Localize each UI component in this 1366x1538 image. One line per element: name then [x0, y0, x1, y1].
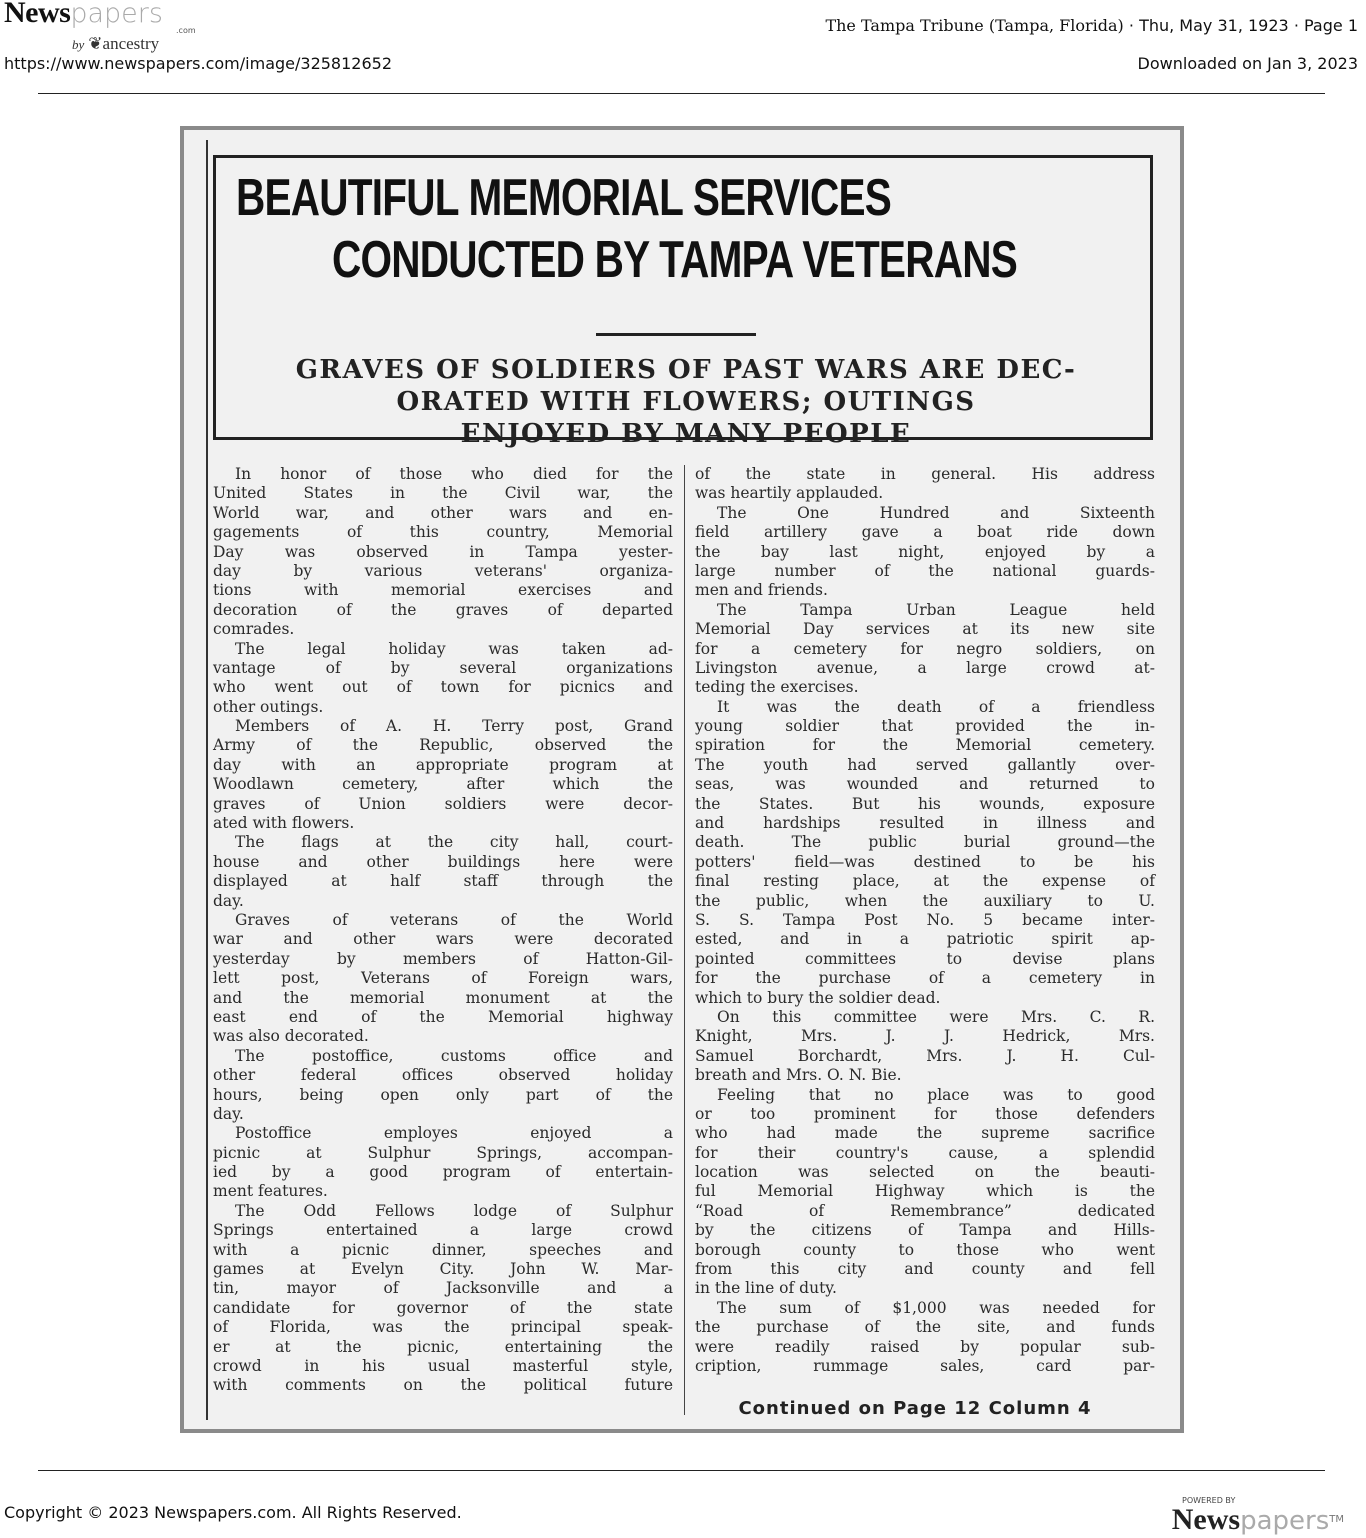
- article-text-line: vantage of by several organizations: [213, 658, 673, 677]
- column-divider: [684, 465, 685, 1415]
- article-text-line: The Odd Fellows lodge of Sulphur: [235, 1201, 673, 1220]
- article-text-line: ested, and in a patriotic spirit ap-: [695, 930, 1155, 949]
- copyright: Copyright © 2023 Newspapers.com. All Rights Reserved.: [4, 1503, 462, 1522]
- article-text-line: The legal holiday was taken ad-: [235, 639, 673, 658]
- article-text-line: Springs entertained a large crowd: [213, 1221, 673, 1240]
- article-text-line: men and friends.: [695, 581, 828, 600]
- article-text-line: east end of the Memorial highway: [213, 1007, 673, 1026]
- publication-meta: [825, 16, 1358, 35]
- article-text-line: and the memorial monument at the: [213, 988, 673, 1007]
- article-text-line: The youth had served gallantly over-: [695, 755, 1155, 774]
- article-text-line: gagements of this country, Memorial: [213, 523, 673, 542]
- article-text-line: location was selected on the beauti-: [695, 1163, 1155, 1182]
- headline-rule: [596, 333, 756, 336]
- article-text-line: was heartily applauded.: [695, 484, 884, 503]
- article-text-line: candidate for governor of the state: [213, 1298, 673, 1317]
- article-text-line: games at Evelyn City. John W. Mar-: [213, 1260, 673, 1279]
- article-text-line: teding the exercises.: [695, 678, 859, 697]
- article-text-line: for the purchase of a cemetery in: [695, 969, 1155, 988]
- page-number: Page 1: [1304, 16, 1358, 35]
- subheadline: [216, 354, 1156, 450]
- subheadline-line: GRAVES OF SOLDIERS OF PAST WARS ARE DEC-: [295, 355, 1077, 385]
- article-text-line: tions with memorial exercises and: [213, 581, 673, 600]
- article-text-line: pointed committees to devise plans: [695, 949, 1155, 968]
- article-text-line: were readily raised by popular sub-: [695, 1337, 1155, 1356]
- article-text-line: tin, mayor of Jacksonville and a: [213, 1279, 673, 1298]
- article-text-line: of Florida, was the principal speak-: [213, 1318, 673, 1337]
- article-text-line: the purchase of the site, and funds: [695, 1318, 1155, 1337]
- article-text-line: breath and Mrs. O. N. Bie.: [695, 1066, 902, 1085]
- article-text-line: who had made the supreme sacrifice: [695, 1124, 1155, 1143]
- article-text-line: World war, and other wars and en-: [213, 503, 673, 522]
- headline-line-2: CONDUCTED BY TAMPA VETERANS: [332, 231, 1018, 289]
- article-text-line: seas, was wounded and returned to: [695, 775, 1155, 794]
- article-text-line: day with an appropriate program at: [213, 755, 673, 774]
- article-text-line: young soldier that provided the in-: [695, 717, 1155, 736]
- article-text-line: day.: [213, 891, 244, 910]
- article-text-line: Graves of veterans of the World: [235, 910, 673, 929]
- article-text-line: In honor of those who died for the: [235, 465, 673, 483]
- article-text-line: field artillery gave a boat ride down: [695, 523, 1155, 542]
- article-text-line: borough county to those who went: [695, 1240, 1155, 1259]
- article-text-line: The sum of $1,000 was needed for: [717, 1298, 1155, 1317]
- article-text-line: The postoffice, customs office and: [235, 1046, 673, 1065]
- headline-box: [213, 155, 1153, 449]
- article-text-line: Army of the Republic, observed the: [213, 736, 673, 755]
- article-text-line: ied by a good program of entertain-: [213, 1163, 673, 1182]
- downloaded-date: Downloaded on Jan 3, 2023: [1137, 54, 1358, 73]
- footer-logo-wordmark: [1171, 1503, 1344, 1536]
- article-text-line: graves of Union soldiers were decor-: [213, 794, 673, 813]
- article-text-line: with comments on the political future: [213, 1376, 673, 1395]
- separator: ·: [1293, 16, 1299, 35]
- article-text-line: day by various veterans' organiza-: [213, 561, 673, 580]
- logo-papers: papers: [1240, 1506, 1330, 1536]
- article-text-line: The One Hundred and Sixteenth: [717, 503, 1155, 522]
- article-text-line: spiration for the Memorial cemetery.: [695, 736, 1155, 755]
- continued-notice: Continued on Page 12 Column 4: [738, 1398, 1092, 1419]
- article-text-line: was also decorated.: [213, 1027, 369, 1046]
- article-text-line: Feeling that no place was to good: [717, 1085, 1155, 1104]
- article-text-line: crowd in his usual masterful style,: [213, 1356, 673, 1375]
- article-text-line: other federal offices observed holiday: [213, 1066, 673, 1085]
- article-text-line: displayed at half staff through the: [213, 872, 673, 891]
- image-url[interactable]: https://www.newspapers.com/image/325812652: [4, 54, 392, 73]
- article-text-line: picnic at Sulphur Springs, accompan-: [213, 1143, 673, 1162]
- article-text-line: of the state in general. His address: [695, 465, 1155, 483]
- article-text-line: “Road of Remembrance” dedicated: [695, 1201, 1155, 1220]
- article-text-line: house and other buildings here were: [213, 852, 673, 871]
- article-text-line: Members of A. H. Terry post, Grand: [235, 717, 673, 736]
- article-text-line: death. The public burial ground—the: [695, 833, 1155, 852]
- logo-news: News: [1171, 1503, 1241, 1536]
- publication-source: The Tampa Tribune (Tampa, Florida): [825, 16, 1124, 35]
- article-text-line: cription, rummage sales, card par-: [695, 1356, 1155, 1375]
- article-text-line: war and other wars were decorated: [213, 930, 673, 949]
- by-text: by: [72, 37, 85, 52]
- ancestry-text: ancestry: [102, 34, 160, 53]
- article-text-line: Knight, Mrs. J. J. Hedrick, Mrs.: [695, 1027, 1155, 1046]
- article-text-line: the public, when the auxiliary to U.: [695, 891, 1155, 910]
- logo-papers: papers: [70, 0, 163, 29]
- article-text-line: in the line of duty.: [695, 1279, 837, 1298]
- article-text-line: from this city and county and fell: [695, 1260, 1155, 1279]
- header-divider: [38, 93, 1325, 94]
- article-text-line: potters' field—was destined to be his: [695, 852, 1155, 871]
- article-text-line: ment features.: [213, 1182, 328, 1201]
- article-text-line: The flags at the city hall, court-: [235, 833, 673, 852]
- article-text-line: Postoffice employes enjoyed a: [235, 1124, 673, 1143]
- article-text-line: Woodlawn cemetery, after which the: [213, 775, 673, 794]
- article-text-line: ful Memorial Highway which is the: [695, 1182, 1155, 1201]
- article-text-line: final resting place, at the expense of: [695, 872, 1155, 891]
- article-text-line: er at the picnic, entertaining the: [213, 1337, 673, 1356]
- article-text-line: United States in the Civil war, the: [213, 484, 673, 503]
- article-text-line: Day was observed in Tampa yester-: [213, 542, 673, 561]
- headline-line-1: BEAUTIFUL MEMORIAL SERVICES: [236, 169, 892, 227]
- article-text-line: the bay last night, enjoyed by a: [695, 542, 1155, 561]
- article-column-left: [213, 465, 673, 1396]
- logo-com: .com: [176, 26, 196, 35]
- clipping-frame-line: [206, 140, 208, 1420]
- article-text-line: comrades.: [213, 620, 295, 639]
- ancestry-leaf-icon: ❦: [88, 34, 103, 53]
- article-text-line: Livingston avenue, a large crowd at-: [695, 658, 1155, 677]
- powered-by-text: POWERED BY: [1182, 1496, 1236, 1505]
- article-text-line: The Tampa Urban League held: [717, 600, 1155, 619]
- article-text-line: S. S. Tampa Post No. 5 became inter-: [695, 910, 1155, 929]
- article-text-line: Samuel Borchardt, Mrs. J. H. Cul-: [695, 1046, 1155, 1065]
- article-text-line: day.: [213, 1104, 244, 1123]
- article-text-line: ated with flowers.: [213, 814, 355, 833]
- article-column-right: [695, 465, 1155, 1376]
- newspaper-clipping: [180, 126, 1184, 1433]
- article-text-line: large number of the national guards-: [695, 561, 1155, 580]
- article-text-line: hours, being open only part of the: [213, 1085, 673, 1104]
- article-text-line: other outings.: [213, 697, 324, 716]
- article-text-line: for a cemetery for negro soldiers, on: [695, 639, 1155, 658]
- publication-date: Thu, May 31, 1923: [1139, 16, 1289, 35]
- article-text-line: lett post, Veterans of Foreign wars,: [213, 969, 673, 988]
- article-text-line: On this committee were Mrs. C. R.: [717, 1007, 1155, 1026]
- subheadline-line: ENJOYED BY MANY PEOPLE: [460, 419, 912, 449]
- article-text-line: the States. But his wounds, exposure: [695, 794, 1155, 813]
- article-text-line: by the citizens of Tampa and Hills-: [695, 1221, 1155, 1240]
- footer-divider: [38, 1470, 1325, 1471]
- ancestry-byline: [72, 35, 159, 53]
- article-text-line: and hardships resulted in illness and: [695, 814, 1155, 833]
- article-text-line: for their country's cause, a splendid: [695, 1143, 1155, 1162]
- article-text-line: or too prominent for those defenders: [695, 1104, 1155, 1123]
- article-text-line: yesterday by members of Hatton-Gil-: [213, 949, 673, 968]
- separator: ·: [1128, 16, 1134, 35]
- article-text-line: who went out of town for picnics and: [213, 678, 673, 697]
- article-text-line: It was the death of a friendless: [717, 697, 1155, 716]
- article-text-line: decoration of the graves of departed: [213, 600, 673, 619]
- trademark: TM: [1329, 1514, 1344, 1525]
- newspapers-logo[interactable]: [4, 0, 163, 29]
- article-text-line: which to bury the soldier dead.: [695, 988, 941, 1007]
- article-text-line: with a picnic dinner, speeches and: [213, 1240, 673, 1259]
- powered-by-newspapers-logo[interactable]: [1144, 1496, 1344, 1536]
- article-text-line: Memorial Day services at its new site: [695, 620, 1155, 639]
- logo-news: News: [4, 0, 71, 29]
- subheadline-line: ORATED WITH FLOWERS; OUTINGS: [396, 387, 976, 417]
